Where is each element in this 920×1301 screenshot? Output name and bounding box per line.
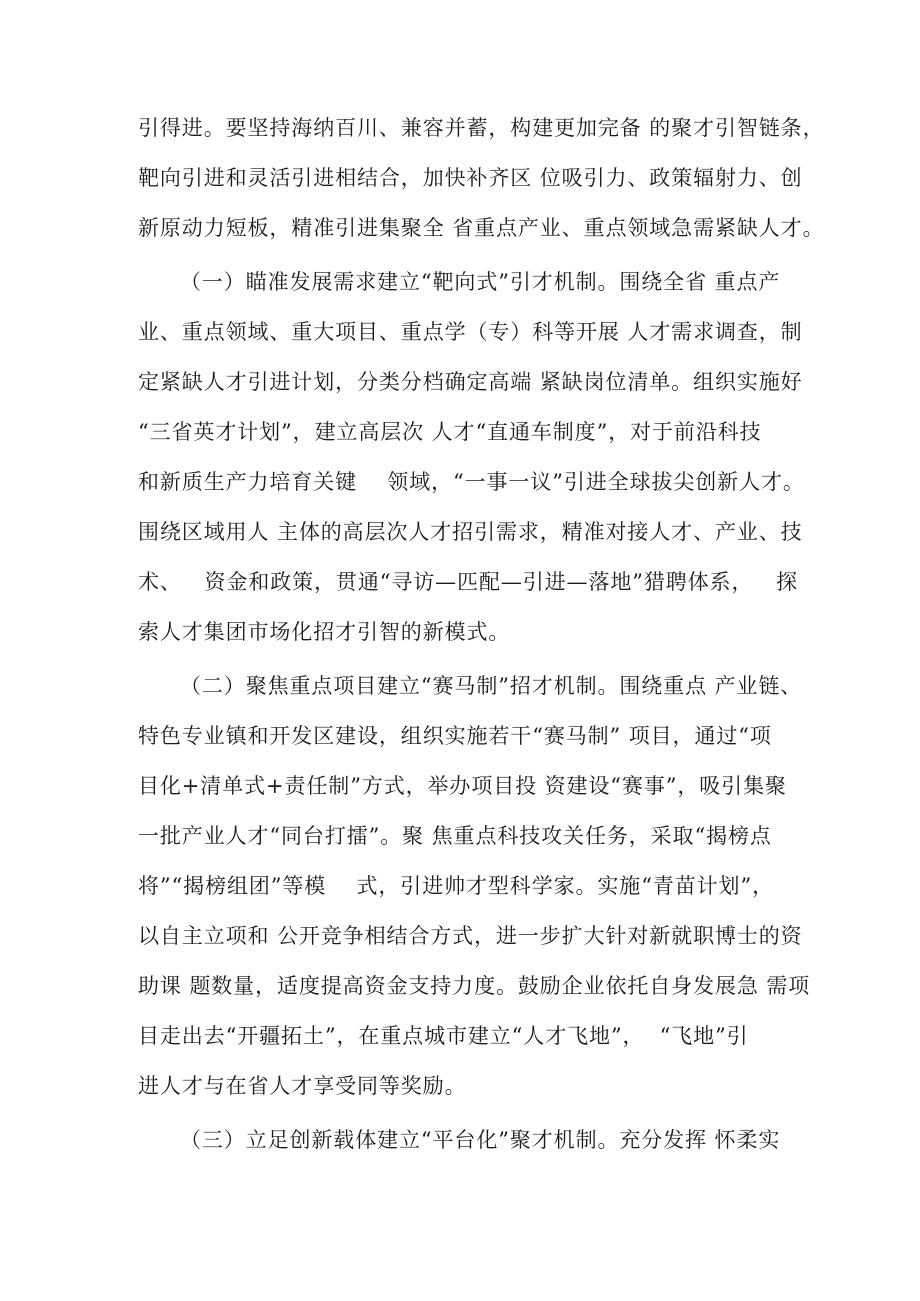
paragraph-line: 定紧缺人才引进计划，分类分档确定高端 紧缺岗位清单。组织实施好 [138, 370, 803, 394]
paragraph-line: 以自主立项和 公开竞争相结合方式，进一步扩大针对新就职博士的资 [138, 924, 803, 948]
paragraph-line: 助课 题数量，适度提高资金支持力度。鼓励企业依托自身发展急 需项 [138, 974, 811, 998]
section-heading-line: （三）立足创新载体建立“平台化”聚才机制。充分发挥 怀柔实 [180, 1128, 781, 1152]
paragraph-line: 引得进。要坚持海纳百川、兼容并蓄，构建更加完备 的聚才引智链条， [138, 116, 825, 140]
paragraph-line: 目化+清单式+责任制”方式，举办项目投 资建设“赛事”，吸引集聚 [138, 774, 787, 798]
paragraph-line: 靶向引进和灵活引进相结合，加快补齐区 位吸引力、政策辐射力、创 [138, 166, 803, 190]
paragraph-line: 特色专业镇和开发区建设，组织实施若干“赛马制” 项目，通过“项 [138, 724, 772, 748]
paragraph-line: 一批产业人才“同台打擂”。聚 焦重点科技攻关任务，采取“揭榜点 [138, 824, 772, 848]
section-heading-line: （一）瞄准发展需求建立“靶向式”引才机制。围绕全省 重点产 [180, 270, 781, 294]
paragraph-line: 新原动力短板，精准引进集聚全 省重点产业、重点领域急需紧缺人才。 [138, 216, 825, 240]
section-heading-line: （二）聚焦重点项目建立“赛马制”招才机制。围绕重点 产业链、 [180, 674, 803, 698]
paragraph-line: 目走出去“开疆拓土”，在重点城市建立“人才飞地”， “飞地”引 [138, 1024, 749, 1048]
paragraph-line: 进人才与在省人才享受同等奖励。 [138, 1074, 467, 1098]
paragraph-line: 围绕区域用人 主体的高层次人才招引需求，精准对接人才、产业、技 [138, 520, 803, 544]
paragraph-line: 业、重点领域、重大项目、重点学（专）科等开展 人才需求调查，制 [138, 320, 803, 344]
paragraph-line: “三省英才计划”，建立高层次 人才“直通车制度”，对于前沿科技 [138, 420, 762, 444]
paragraph-line: 将”“揭榜组团”等模 式，引进帅才型科学家。实施“青苗计划”， [138, 874, 774, 898]
paragraph-line: 索人才集团市场化招才引智的新模式。 [138, 620, 511, 644]
paragraph-line: 和新质生产力培育关键 领域，“一事一议”引进全球拔尖创新人才。 [138, 470, 805, 494]
paragraph-line: 术、 资金和政策，贯通“寻访—匹配—引进—落地”猎聘体系， 探 [138, 570, 799, 594]
